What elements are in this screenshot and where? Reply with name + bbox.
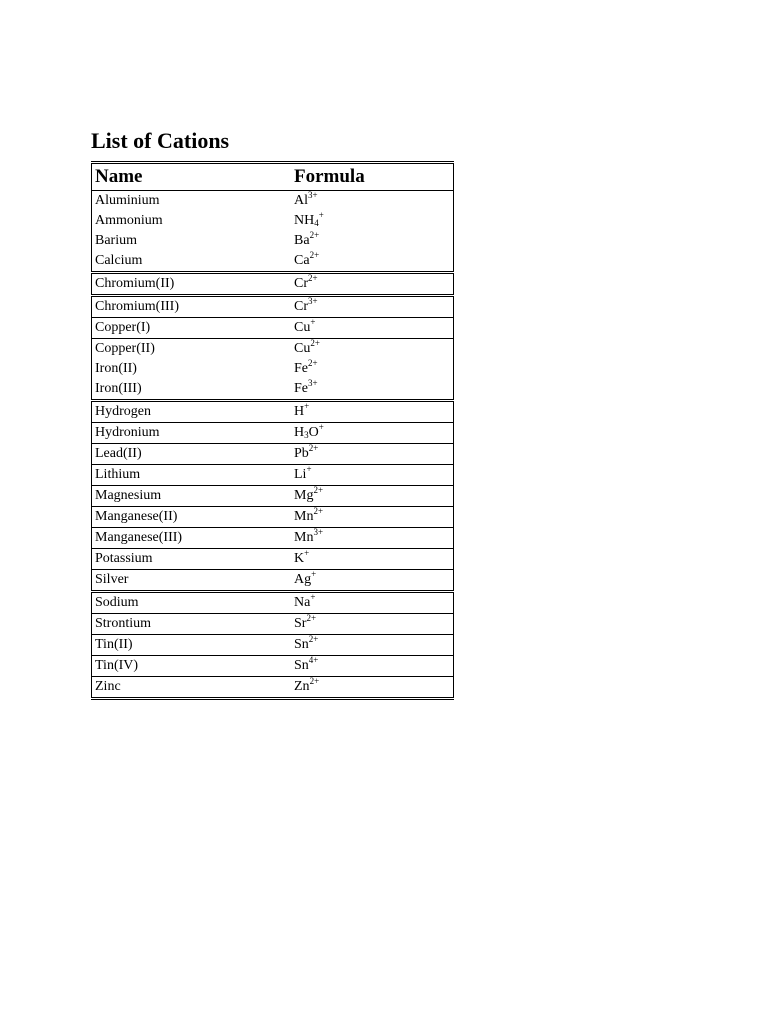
formula-base: K <box>294 551 305 566</box>
formula-base: Fe <box>294 381 308 396</box>
table-row <box>92 507 454 528</box>
formula-charge: 2+ <box>308 358 318 368</box>
page-title: List of Cations <box>91 128 230 153</box>
table-row <box>92 486 454 507</box>
formula-charge: 3+ <box>308 190 318 200</box>
cation-name: Ammonium <box>95 213 163 228</box>
cation-formula <box>291 444 454 465</box>
formula-base: Cu <box>294 320 311 335</box>
formula-base: NH <box>294 213 315 228</box>
table-row <box>92 318 454 339</box>
cation-formula <box>291 401 454 423</box>
formula-base: H <box>294 404 305 419</box>
cation-name: Potassium <box>92 549 292 570</box>
cation-formula <box>291 507 454 528</box>
formula-charge: 3+ <box>308 378 318 388</box>
table-row <box>92 211 454 231</box>
cation-name: Zinc <box>92 677 292 699</box>
cation-formula <box>291 614 454 635</box>
formula-charge: 2+ <box>309 676 320 686</box>
formula-base: Sn <box>294 637 309 652</box>
formula-base: Cr <box>294 299 308 314</box>
formula-base: Pb <box>294 446 309 461</box>
cation-formula <box>291 465 454 486</box>
table-row <box>92 549 454 570</box>
table-row <box>92 251 454 273</box>
cation-name: Copper(I) <box>92 318 292 339</box>
cation-name: Lead(II) <box>92 444 292 465</box>
formula-charge: 4+ <box>308 655 319 665</box>
cation-name: Tin(II) <box>92 635 292 656</box>
cation-formula <box>291 273 454 296</box>
cation-formula <box>291 570 454 592</box>
cation-formula <box>291 191 454 212</box>
formula-charge: + <box>306 464 312 474</box>
cation-formula <box>291 379 454 401</box>
cation-name: Manganese(III) <box>92 528 292 549</box>
formula-charge: + <box>304 548 310 558</box>
formula-charge: 3+ <box>308 296 318 306</box>
formula-charge: + <box>318 210 324 220</box>
table-row <box>92 379 454 401</box>
cation-formula <box>291 296 454 318</box>
table-row <box>92 401 454 423</box>
cations-table <box>91 161 454 700</box>
cation-formula <box>291 635 454 656</box>
cation-name: Barium <box>95 233 137 248</box>
table-header-row <box>92 163 454 191</box>
cation-name: Aluminium <box>95 193 160 208</box>
formula-charge: + <box>310 317 316 327</box>
cation-name: Lithium <box>92 465 292 486</box>
formula-charge: + <box>318 422 324 432</box>
formula-post: O <box>308 425 319 440</box>
formula-base: Li <box>294 467 307 482</box>
table-row <box>92 231 454 251</box>
formula-charge: 2+ <box>309 250 320 260</box>
cation-name: Sodium <box>92 592 292 614</box>
table-row <box>92 614 454 635</box>
table-row <box>92 444 454 465</box>
formula-charge: + <box>311 569 317 579</box>
cation-formula <box>291 423 454 444</box>
formula-charge: + <box>304 401 310 411</box>
column-header-formula: Formula <box>291 163 454 191</box>
formula-base: Ca <box>294 253 310 268</box>
cation-formula <box>291 359 454 379</box>
table-row <box>92 339 454 360</box>
formula-base: Na <box>294 595 311 610</box>
formula-base: Mn <box>294 509 314 524</box>
cation-formula <box>291 549 454 570</box>
table-row <box>92 656 454 677</box>
formula-base: Fe <box>294 361 308 376</box>
table-row <box>92 465 454 486</box>
cation-formula <box>291 486 454 507</box>
table-row <box>92 191 454 212</box>
table-body <box>92 191 454 699</box>
cation-formula <box>291 677 454 699</box>
table-row <box>92 570 454 592</box>
cation-name: Chromium(II) <box>92 273 292 296</box>
formula-base: Zn <box>294 679 310 694</box>
formula-charge: 2+ <box>306 613 317 623</box>
cation-name: Strontium <box>92 614 292 635</box>
formula-base: Cr <box>294 276 308 291</box>
cation-name: Hydronium <box>92 423 292 444</box>
cation-formula <box>291 251 454 273</box>
formula-base: Ba <box>294 233 310 248</box>
table-row <box>92 273 454 296</box>
formula-charge: 2+ <box>313 485 324 495</box>
table-row <box>92 296 454 318</box>
table-row <box>92 423 454 444</box>
cation-formula <box>291 528 454 549</box>
cation-formula <box>291 592 454 614</box>
formula-base: Mn <box>294 530 314 545</box>
table-row <box>92 677 454 699</box>
formula-charge: 2+ <box>310 338 320 348</box>
cation-name: Tin(IV) <box>92 656 292 677</box>
cation-name: Magnesium <box>92 486 292 507</box>
cation-formula <box>291 339 454 360</box>
table-row <box>92 359 454 379</box>
cation-formula <box>291 231 454 251</box>
formula-base: Al <box>294 193 308 208</box>
formula-charge: 2+ <box>308 443 319 453</box>
formula-charge: 3+ <box>313 527 324 537</box>
cation-name: Iron(II) <box>95 361 137 376</box>
table-row <box>92 528 454 549</box>
cation-name: Silver <box>92 570 292 592</box>
cation-formula <box>291 211 454 231</box>
formula-charge: 2+ <box>308 273 318 283</box>
formula-charge: 2+ <box>308 634 319 644</box>
formula-base: Ag <box>294 572 312 587</box>
column-header-name: Name <box>92 163 292 191</box>
formula-charge: + <box>310 592 316 602</box>
table-row <box>92 635 454 656</box>
formula-subscript: 4 <box>314 218 319 228</box>
formula-subscript: 3 <box>304 430 309 440</box>
formula-base: H <box>294 425 305 440</box>
cation-name: Manganese(II) <box>92 507 292 528</box>
formula-base: Mg <box>294 488 314 503</box>
table-row <box>92 592 454 614</box>
cation-formula <box>291 318 454 339</box>
cation-name: Hydrogen <box>92 401 292 423</box>
cation-name: Chromium(III) <box>92 296 292 318</box>
formula-base: Cu <box>294 341 311 356</box>
formula-charge: 2+ <box>313 506 324 516</box>
cation-name: Iron(III) <box>95 381 142 396</box>
formula-base: Sn <box>294 658 309 673</box>
formula-base: Sr <box>294 616 307 631</box>
cation-name: Calcium <box>95 253 143 268</box>
cation-formula <box>291 656 454 677</box>
formula-charge: 2+ <box>309 230 320 240</box>
cation-name: Copper(II) <box>92 339 292 360</box>
